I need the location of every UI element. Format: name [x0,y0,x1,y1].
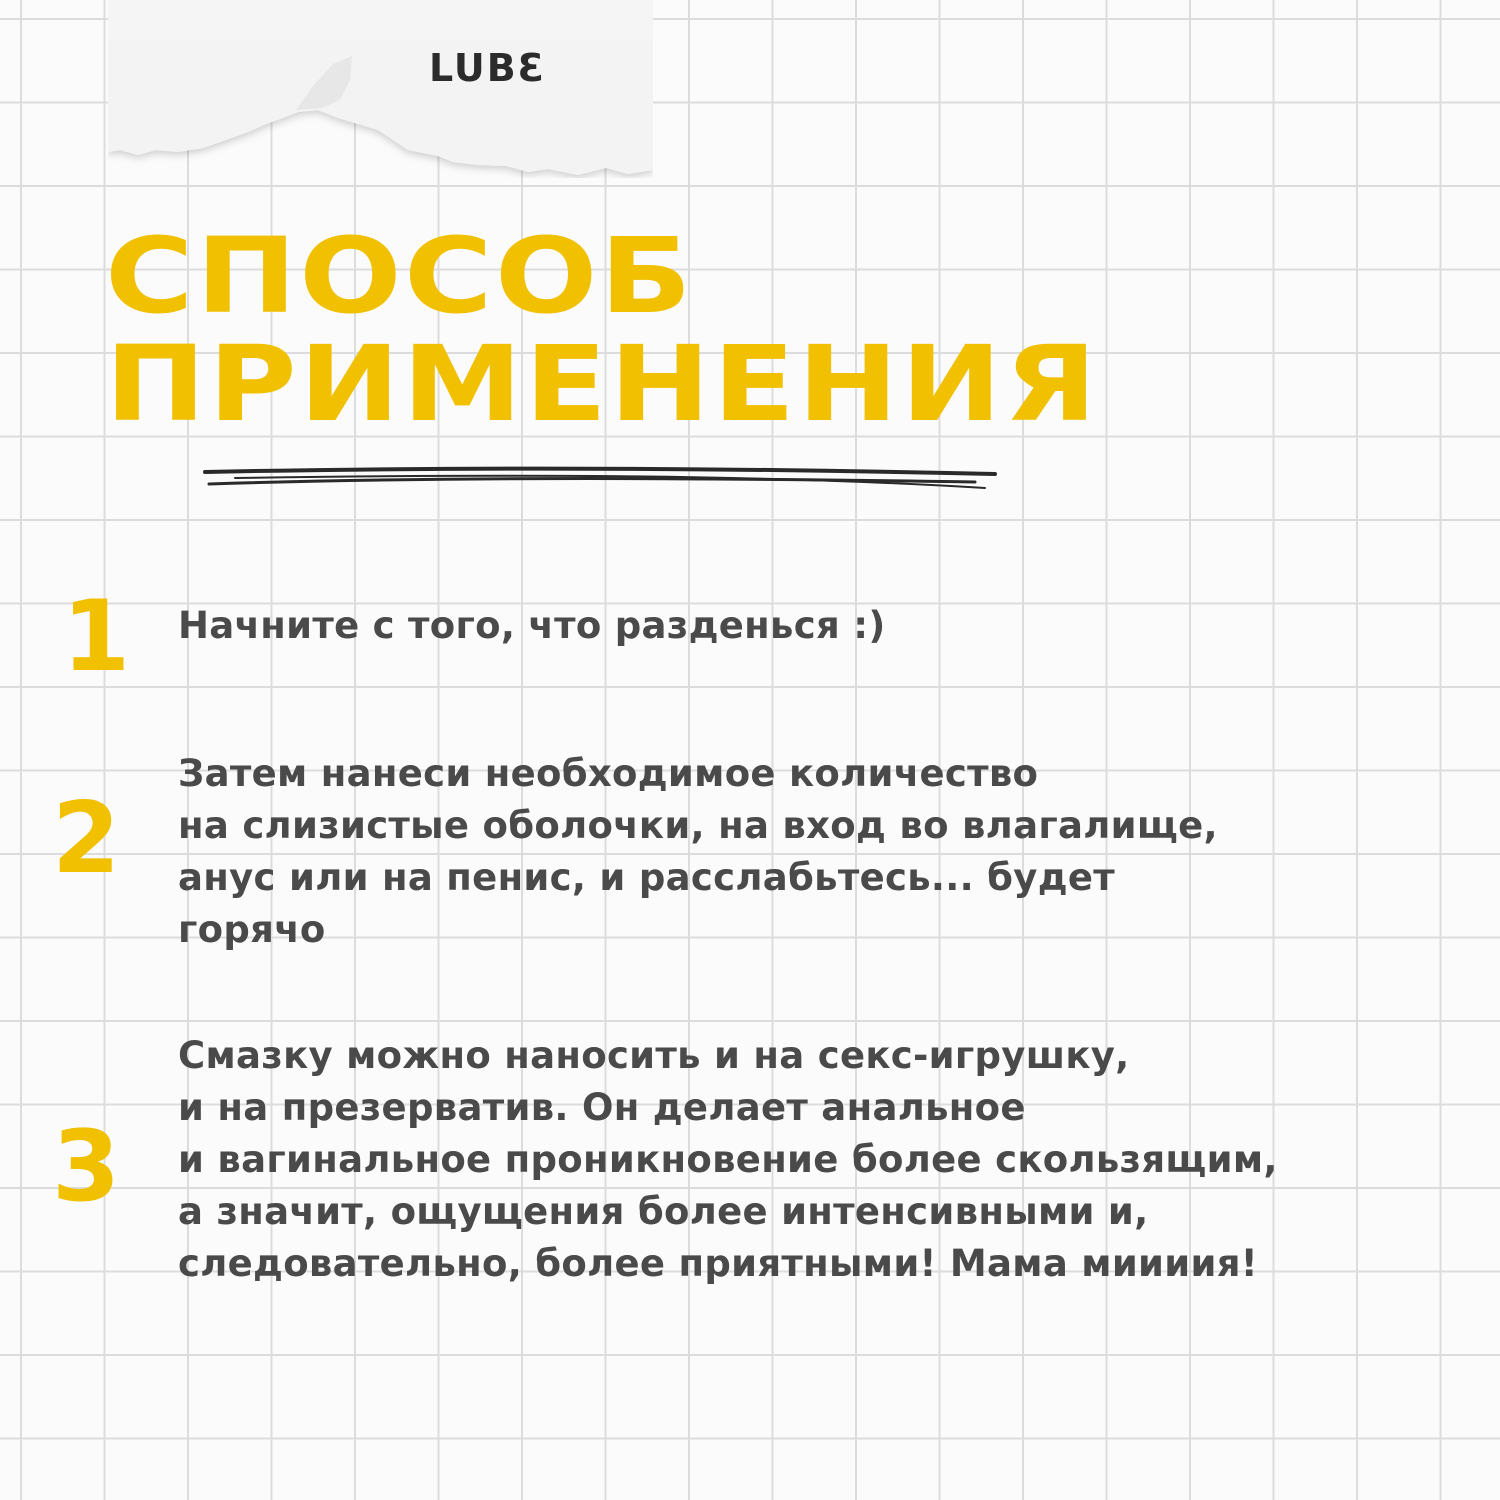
title-line-2: ПРИМЕНЕНИЯ [105,323,1100,445]
torn-paper-shape [108,0,653,178]
step-1-line-1: Начните с того, что разденься :) [178,604,886,647]
step-text-2 [178,748,1218,956]
title-underline [195,462,1000,496]
step-number-3: 3 [52,1110,121,1224]
step-3-line-5: следовательно, более приятными! Мама миииия! [178,1242,1258,1285]
step-number-2: 2 [52,782,121,896]
step-number-1: 1 [62,580,131,694]
step-3-line-1: Смазку можно наносить и на секс-игрушку, [178,1034,1130,1077]
step-text-1 [178,600,886,652]
brand-logo: LUBƐ [429,46,547,90]
page-title [105,215,1100,445]
torn-paper-note [108,0,653,178]
title-line-1: СПОСОБ [105,215,695,337]
step-3-line-4: а значит, ощущения более интенсивными и, [178,1190,1149,1233]
step-2-line-3: анус или на пенис, и расслабьтесь... будет [178,856,1116,899]
step-text-3 [178,1030,1278,1290]
step-2-line-2: на слизистые оболочки, на вход во влагалище, [178,804,1218,847]
step-3-line-3: и вагинальное проникновение более скользящим, [178,1138,1278,1181]
step-2-line-4: горячо [178,908,326,951]
step-2-line-1: Затем нанеси необходимое количество [178,752,1039,795]
step-3-line-2: и на презерватив. Он делает анальное [178,1086,1026,1129]
